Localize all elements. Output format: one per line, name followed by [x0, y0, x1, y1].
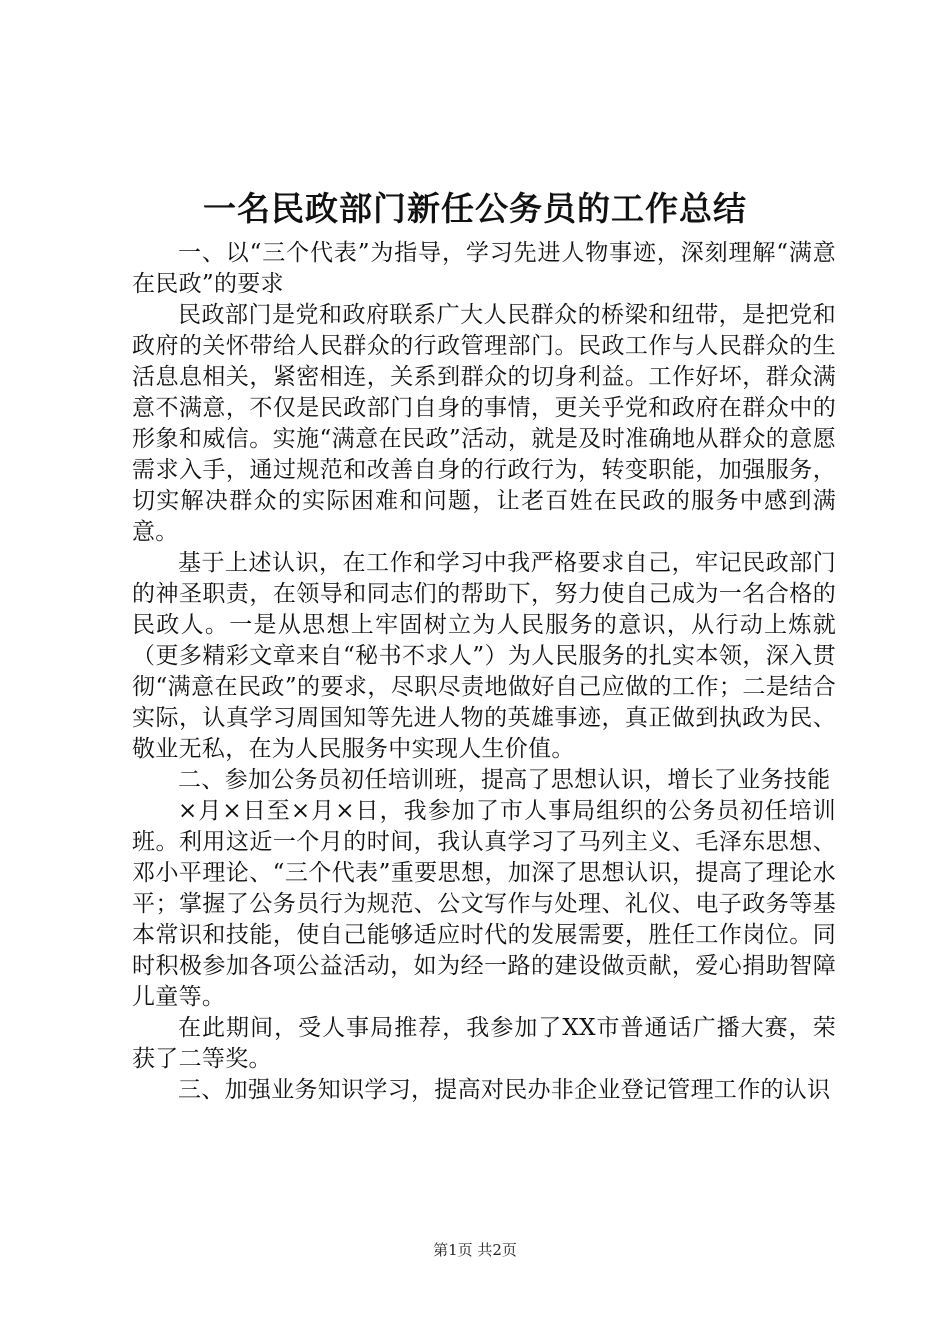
body-paragraph: 民政部门是党和政府联系广大人民群众的桥梁和纽带，是把党和政府的关怀带给人民群众的行政管理部门。民政工作与人民群众的生活息息相关，紧密相连，关系到群众的切身利益。工作好坏，群众满意不满意，不仅是民政部门自身的事情，更关乎党和政府在群众中的形象和威信。实施“满意在民政”活动，就是及时准确地从群众的意愿需求入手，通过规范和改善自身的行政行为，转变职能，加强服务，切实解决群众的实际困难和问题，让老百姓在民政的服务中感到满意。	[132, 302, 836, 545]
body-paragraph: 在此期间，受人事局推荐，我参加了XX市普通话广播大赛，荣获了二等奖。	[132, 1015, 836, 1072]
page-number-footer: 第1页 共2页	[433, 1241, 517, 1259]
section-heading-1: 一、以“三个代表”为指导，学习先进人物事迹，深刻理解“满意在民政”的要求	[132, 240, 836, 297]
body-paragraph: 基于上述认识，在工作和学习中我严格要求自己，牢记民政部门的神圣职责，在领导和同志们的帮助下，努力使自己成为一名合格的民政人。一是从思想上牢固树立为人民服务的意识，从行动上炼就（更多精彩文章来自“秘书不求人”）为人民服务的扎实本领，深入贯彻“满意在民政”的要求，尽职尽责地做好自己应做的工作；二是结合实际，认真学习周国知等先进人物的英雄事迹，真正做到执政为民、敬业无私，在为人民服务中实现人生价值。	[132, 550, 836, 762]
body-paragraph: ×月×日至×月×日，我参加了市人事局组织的公务员初任培训班。利用这近一个月的时间，我认真学习了马列主义、毛泽东思想、邓小平理论、“三个代表”重要思想，加深了思想认识，提高了理论水平；掌握了公务员行为规范、公文写作与处理、礼仪、电子政务等基本常识和技能，使自己能够适应时代的发展需要，胜任工作岗位。同时积极参加各项公益活动，如为经一路的建设做贡献，爱心捐助智障儿童等。	[132, 798, 836, 1010]
section-heading-2: 二、参加公务员初任培训班，提高了思想认识，增长了业务技能	[178, 767, 831, 793]
section-heading-3: 三、加强业务知识学习，提高对民办非企业登记管理工作的认识	[178, 1077, 831, 1103]
document-title: 一名民政部门新任公务员的工作总结	[203, 189, 747, 228]
document-body	[132, 238, 836, 1106]
